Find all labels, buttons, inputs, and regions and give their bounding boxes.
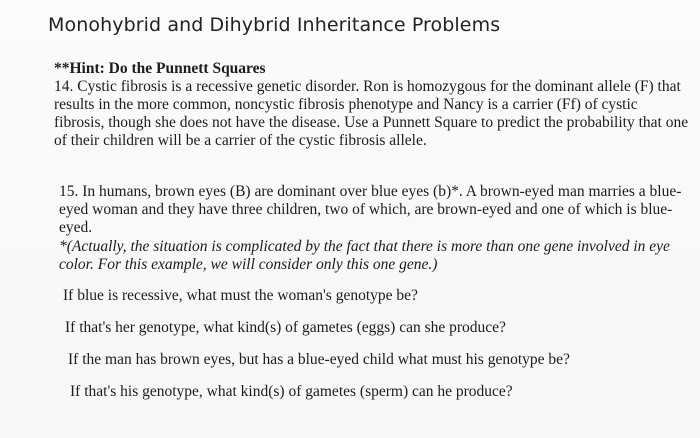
question-15-block: [59, 183, 684, 274]
question-15-note: *(Actually, the situation is complicated by the fact that there is more than one gene involved in eye color. For this example, we will consider only this one gene.): [59, 238, 670, 273]
page-title: Monohybrid and Dihybrid Inheritance Problems: [48, 14, 501, 36]
sub-question-4: If that's his genotype, what kind(s) of gametes (sperm) can he produce?: [70, 383, 513, 400]
sub-question-2: If that's her genotype, what kind(s) of gametes (eggs) can she produce?: [65, 319, 506, 336]
sub-question-1: If blue is recessive, what must the woman's genotype be?: [63, 287, 418, 304]
question-15-text: 15. In humans, brown eyes (B) are dominant over blue eyes (b)*. A brown-eyed man marries a blue-eyed woman and they have three children, two of which, are brown-eyed and one of which is blue-eyed.: [59, 183, 682, 236]
hint-text: **Hint: Do the Punnett Squares: [54, 60, 266, 77]
question-14-text: 14. Cystic fibrosis is a recessive genetic disorder. Ron is homozygous for the dominant allele (F) that results in the more common, noncystic fibrosis phenotype and Nancy is a carrier (Ff) of cystic fibrosis, though she does not have the disease. Use a Punnett Square to predict the probability that one of their children will be a carrier of the cystic fibrosis allele.: [54, 78, 689, 149]
question-14-block: [54, 60, 689, 150]
sub-question-3: If the man has brown eyes, but has a blue-eyed child what must his genotype be?: [68, 351, 570, 368]
